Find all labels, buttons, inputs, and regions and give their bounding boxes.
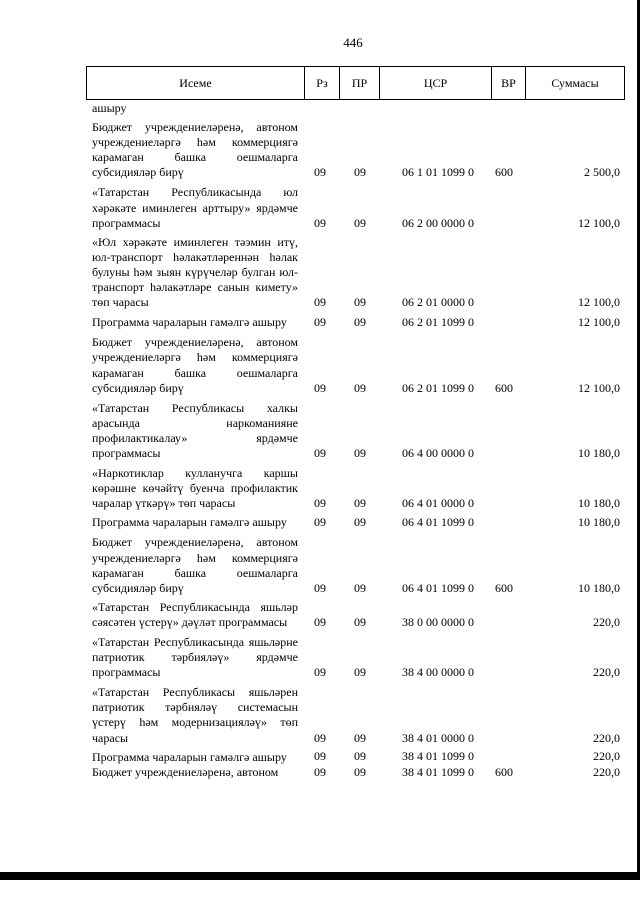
row-pr: 09 <box>354 215 366 230</box>
table-row <box>0 315 640 330</box>
row-csr: 38 0 00 0000 0 <box>402 614 474 629</box>
row-sum: 12 100,0 <box>578 380 620 395</box>
row-name: Программа чараларын гамәлгә ашыру <box>92 749 287 764</box>
row-rz: 09 <box>314 496 326 511</box>
row-rz: 09 <box>314 315 326 330</box>
row-sum: 220,0 <box>593 764 620 779</box>
table-row <box>0 120 640 180</box>
row-name: «Татарстан Республикасы яшьләрен патриотик тәрбияләү системасын үстерү һәм модернизацияләү» төп чарасы <box>92 685 298 745</box>
row-csr: 06 2 00 0000 0 <box>402 215 474 230</box>
row-rz: 09 <box>314 295 326 310</box>
row-sum: 220,0 <box>593 665 620 680</box>
table-row <box>0 466 640 511</box>
row-pr: 09 <box>354 380 366 395</box>
table-row <box>0 101 640 116</box>
row-pr: 09 <box>354 515 366 530</box>
row-sum: 220,0 <box>593 748 620 763</box>
row-name: «Юл хәрәкәте иминлеген тәэмин итү, юл-транспорт һәлакәтләреннән һәлак булуны һәм зыян күрүчеләр булган юл-транспорт һәлакәтләре санын кимету» төп чарасы <box>92 234 298 310</box>
row-rz: 09 <box>314 665 326 680</box>
row-pr: 09 <box>354 315 366 330</box>
row-rz: 09 <box>314 380 326 395</box>
row-csr: 38 4 01 0000 0 <box>402 730 474 745</box>
row-pr: 09 <box>354 295 366 310</box>
row-name: Бюджет учреждениеләренә, автоном учреждениеләргә һәм коммерциягә карамаган башка оешмаларга субсидияләр бирү <box>92 335 298 395</box>
row-csr: 06 4 00 0000 0 <box>402 445 474 460</box>
row-sum: 10 180,0 <box>578 515 620 530</box>
table-row <box>0 750 640 764</box>
row-rz: 09 <box>314 614 326 629</box>
row-csr: 38 4 01 1099 0 <box>402 748 474 763</box>
table-row <box>0 401 640 461</box>
row-pr: 09 <box>354 665 366 680</box>
page-number: 446 <box>343 35 363 50</box>
header-sum: Суммасы <box>525 67 624 99</box>
header-rz: Рз <box>304 67 339 99</box>
row-csr: 38 4 00 0000 0 <box>402 665 474 680</box>
row-vr: 600 <box>495 764 513 779</box>
row-sum: 2 500,0 <box>584 165 620 180</box>
row-rz: 09 <box>314 764 326 779</box>
row-sum: 12 100,0 <box>578 215 620 230</box>
table-row <box>0 635 640 680</box>
row-csr: 06 2 01 0000 0 <box>402 295 474 310</box>
row-sum: 220,0 <box>593 730 620 745</box>
row-pr: 09 <box>354 730 366 745</box>
row-name: «Татарстан Республикасында яшьләрне патриотик тәрбияләү» ярдәмче программасы <box>92 635 298 680</box>
row-rz: 09 <box>314 445 326 460</box>
row-pr: 09 <box>354 764 366 779</box>
row-name: Бюджет учреждениеләренә, автоном <box>92 764 279 779</box>
header-vr: ВР <box>491 67 525 99</box>
header-pr: ПР <box>339 67 379 99</box>
row-pr: 09 <box>354 165 366 180</box>
row-rz: 09 <box>314 580 326 595</box>
table-row <box>0 535 640 595</box>
table-row <box>0 515 640 530</box>
row-pr: 09 <box>354 580 366 595</box>
row-name: Программа чараларын гамәлгә ашыру <box>92 515 287 530</box>
row-csr: 06 4 01 1099 0 <box>402 580 474 595</box>
row-sum: 10 180,0 <box>578 580 620 595</box>
row-csr: 06 4 01 1099 0 <box>402 515 474 530</box>
row-vr: 600 <box>495 580 513 595</box>
row-sum: 12 100,0 <box>578 295 620 310</box>
row-csr: 06 2 01 1099 0 <box>402 315 474 330</box>
row-pr: 09 <box>354 614 366 629</box>
row-rz: 09 <box>314 165 326 180</box>
table-row <box>0 185 640 230</box>
row-csr: 06 4 01 0000 0 <box>402 496 474 511</box>
row-name: Программа чараларын гамәлгә ашыру <box>92 315 287 330</box>
table-row <box>0 335 640 395</box>
row-rz: 09 <box>314 748 326 763</box>
row-name: «Татарстан Республикасы халкы арасында наркоманияне профилактикалау» ярдәмче программасы <box>92 400 298 460</box>
row-pr: 09 <box>354 445 366 460</box>
table-row <box>0 765 640 780</box>
row-vr: 600 <box>495 380 513 395</box>
row-vr: 600 <box>495 165 513 180</box>
row-csr: 38 4 01 1099 0 <box>402 764 474 779</box>
row-name: ашыру <box>92 101 127 115</box>
row-pr: 09 <box>354 496 366 511</box>
header-name: Исеме <box>179 75 212 90</box>
table-row <box>0 235 640 310</box>
row-rz: 09 <box>314 730 326 745</box>
table-row <box>0 685 640 745</box>
row-name: Бюджет учреждениеләренә, автоном учреждениеләргә һәм коммерциягә карамаган башка оешмаларга субсидияләр бирү <box>92 535 298 595</box>
row-rz: 09 <box>314 215 326 230</box>
header-csr: ЦСР <box>379 67 491 99</box>
row-name: «Татарстан Республикасында яшьләр сәясәтен үстерү» дәүләт программасы <box>92 599 298 629</box>
row-rz: 09 <box>314 515 326 530</box>
row-pr: 09 <box>354 748 366 763</box>
table-header <box>86 66 625 100</box>
row-sum: 12 100,0 <box>578 315 620 330</box>
row-sum: 10 180,0 <box>578 445 620 460</box>
table-body <box>0 101 640 780</box>
scan-edge-bottom <box>0 872 640 880</box>
row-name: Бюджет учреждениеләренә, автоном учреждениеләргә һәм коммерциягә карамаган башка оешмаларга субсидияләр бирү <box>92 120 298 180</box>
row-name: «Наркотиклар кулланучга каршы көрәшне көчәйтү буенча профилактик чаралар үткәрү» төп чарасы <box>92 466 298 511</box>
row-sum: 220,0 <box>593 614 620 629</box>
row-csr: 06 1 01 1099 0 <box>402 165 474 180</box>
row-sum: 10 180,0 <box>578 496 620 511</box>
row-name: «Татарстан Республикасында юл хәрәкәте иминлеген арттыру» ярдәмче программасы <box>92 185 298 230</box>
row-csr: 06 2 01 1099 0 <box>402 380 474 395</box>
table-row <box>0 600 640 630</box>
